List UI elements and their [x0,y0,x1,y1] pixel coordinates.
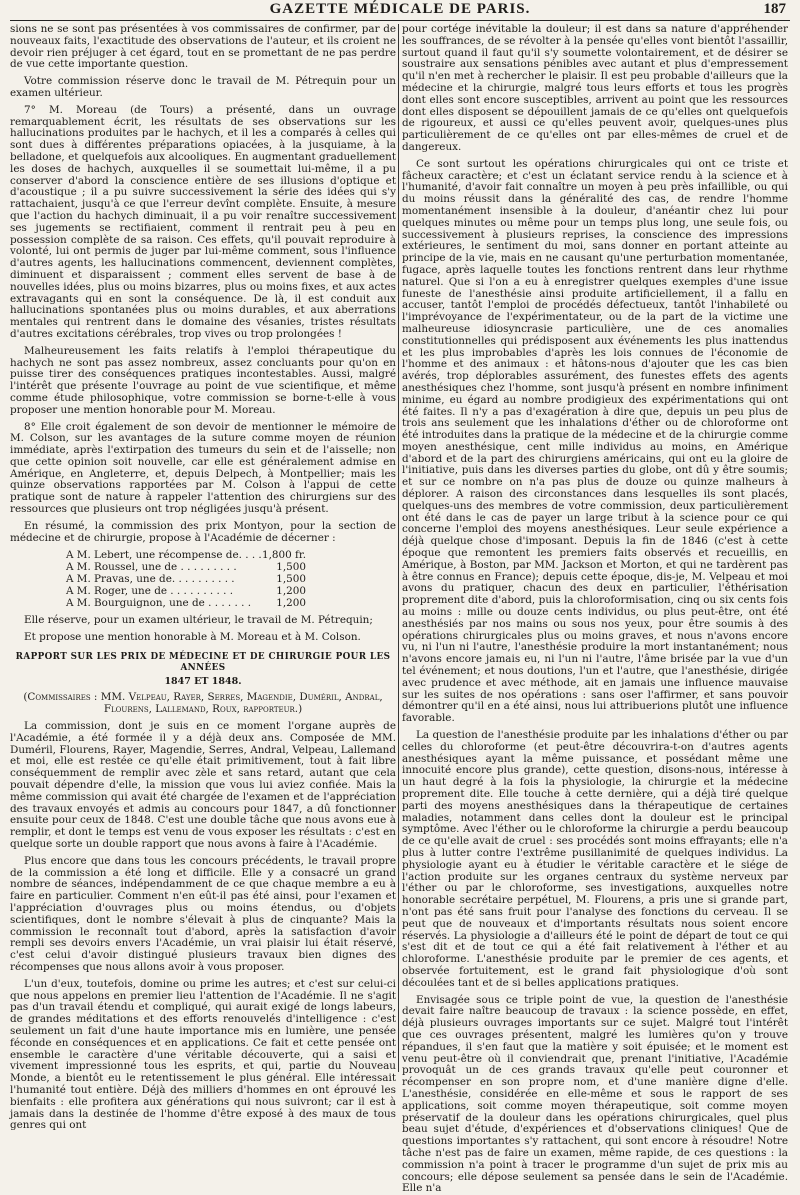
award-row [10,573,396,585]
paragraph: Et propose une mention honorable à M. Moreau et à M. Colson. [24,631,361,644]
page-number: 187 [763,1,786,17]
award-amount: 1,500 [276,561,306,574]
paragraph: pour cortége inévitable la douleur; il est dans sa nature d'appréhender les souffrances, de se révolter à la pensée qu'elles vont bientôt l'assaillir, surtout quand il faut qu'il s'y soumette volontairement, et de désirer se soustraire aux sensations pénibles avec autant et plus d'empressement qu'il n'en met à rechercher le plaisir. Il est peu probable d'ailleurs que la médecine et la chirurgie, malgré tous leurs efforts et tous les progrès dont elles sont encore susceptibles, arrivent au point que les ressources dont elles disposent se dépouillent jamais de ce qu'elles ont quelquefois de rigoureux, et aussi ce qu'elles peuvent avoir, quelques-unes plus particulièrement de ce qu'elles ont par elles-mêmes de cruel et de dangereux. [402,23,788,153]
section-heading: RAPPORT SUR LES PRIX DE MÉDECINE ET DE CHIRURGIE POUR LES ANNÉES [15,652,391,674]
paragraph: sions ne se sont pas présentées à vos commissaires de confirmer, par de nouveaux faits, l'exactitude des observations de l'auteur, et ils croient ne devoir rien préjuger à cet égard, tout en se promettant de ne pas perdre de vue cette importante question. [10,23,396,71]
paragraph: 8° Elle croit également de son devoir de mentionner le mémoire de M. Colson, sur les avantages de la suture comme moyen de réunion immédiate, après l'extirpation des tumeurs du sein et de l'aisselle; non que cette opinion soit nouvelle, car elle est généralement admise en Amérique, en Angleterre, et, depuis Delpech, à Montpellier; mais les quinze observations rapportées par M. Colson à l'appui de cette pratique sont de nature à rappeler l'attention des chirurgiens sur des ressources que plusieurs ont trop négligées jusqu'à présent. [10,420,396,516]
right-column [402,23,788,1195]
paragraph: Plus encore que dans tous les concours précédents, le travail propre de la commission a été long et difficile. Elle y a consacré un grand nombre de séances, indépendamment de ce que chaque membre a eu à faire en particulier. Comment n'en eût-il pas été ainsi, pour l'examen et l'appréciation d'ouvrages plus ou moins étendus, ou d'objets scientifiques, dont le nombre s'élevait à plus de cinquante? Mais la commission le reconnaît tout d'abord, après la satisfaction d'avoir rempli ses devoirs envers l'Académie, un vrai plaisir lui était réservé, c'est celui d'avoir distingué plusieurs travaux bien dignes des récompenses que nous allons avoir à vous proposer. [10,854,396,973]
column-rule [398,24,399,1072]
paragraph: Votre commission réserve donc le travail de M. Pétrequin pour un examen ultérieur. [10,75,396,99]
award-row [10,597,396,609]
commissioners-line: (Commissaires : MM. Velpeau, Rayer, Serres, Magendie, Duméril, Andral, Flourens, Lallemand, Roux, rapporteur.) [23,691,383,716]
paragraph: 7° M. Moreau (de Tours) a présenté, dans un ouvrage remarquablement écrit, les résultats de ses observations sur les hallucinations produites par le hachych, et il les a comparés à celles qui sont dues à différentes préparations opiacées, à la jusquiame, à la belladone, et quelquefois aux alcooliques. En augmentant graduellement les doses de hachych, auxquelles il se soumettait lui-même, il a pu conserver d'abord la conscience entière de ses illusions d'optique et d'acoustique ; il a pu suivre successivement la série des idées qui s'y rattachaient, jusqu'à ce que l'erreur devînt complète. Ensuite, à mesure que l'action du hachych diminuait, il a pu voir renaître successivement ses jugements se rectifiaient, comment il rentrait peu à peu en possession complète de sa raison. Ces effets, qu'il pouvait reproduire à volonté, lui ont permis de juger par lui-même comment, sous l'influence d'autres agents, les hallucinations commencent, deviennent complètes, diminuent et disparaissent ; comment elles servent de base à de nouvelles idées, plus ou moins bizarres, plus ou moins fixes, et aux actes extravagants qui en sont la conséquence. De là, il est conduit aux hallucinations spontanées plus ou moins durables, et aux aberrations mentales qui rentrent dans le domaine des vésanies, tristes résultats d'autres excitations cérébrales, trop vives ou trop prolongées ! [10,103,396,340]
award-recipient: A M. Roussel, une de . . . . . . . . . [66,561,237,574]
paragraph: Elle réserve, pour un examen ultérieur, le travail de M. Pétrequin; [24,614,373,627]
running-head: GAZETTE MÉDICALE DE PARIS. [269,1,531,17]
paragraph: Envisagée sous ce triple point de vue, la question de l'anesthésie devait faire naître beaucoup de travaux : la science possède, en effet, déjà plusieurs ouvrages importants sur ce sujet. Malgré tout l'intérêt que ces ouvrages présentent, malgré les lumières qu'on y trouve répandues, il s'en faut que la matière y soit épuisée; et le moment est venu peut-être où il conviendrait que, prenant l'initiative, l'Académie provoquât un de ces grands travaux qu'elle peut couronner et récompenser en son propre nom, et d'une manière digne d'elle. L'anesthésie, considérée en elle-même et sous le rapport de ses applications, soit comme moyen thérapeutique, soit comme moyen préservatif de la douleur dans les opérations chirurgicales, quel plus beau sujet d'étude, d'expériences et d'observations cliniques! Que de questions importantes s'y rattachent, qui sont encore à résoudre! Notre tâche n'est pas de faire un examen, même rapide, de ces questions : la commission n'a point à tracer le programme d'un sujet de prix mis au concours; elle dépose seulement sa pensée dans le sein de l'Académie. Elle n'a [402,993,788,1195]
awards-list [10,549,396,609]
award-recipient: A M. Pravas, une de. . . . . . . . . . [66,573,235,586]
text-columns [10,23,790,1195]
section-heading-years: 1847 ET 1848. [164,676,242,688]
award-recipient: A M. Roger, une de . . . . . . . . . . [66,585,234,598]
award-row [10,585,396,597]
paragraph: L'un d'eux, toutefois, domine ou prime les autres; et c'est sur celui-ci que nous appelons en premier lieu l'attention de l'Académie. Il ne s'agit pas d'un travail étendu et compliqué, qui aurait exigé de longs labeurs, de grandes méditations et des efforts renouvelés d'intelligence : c'est seulement un fait d'une haute importance mis en lumière, une pensée féconde en conséquences et en applications. Ce fait et cette pensée ont ensemble le caractère d'une véritable découverte, qui a saisi et vivement impressionné tous les esprits, et qui, partie du Nouveau Monde, a bientôt eu le retentissement le plus général. Elle intéressait l'humanité tout entière. Déjà des milliers d'hommes en ont éprouvé les bienfaits : elle profitera aux générations qui nous suivront; car il est à jamais dans la destinée de l'homme d'être exposé à des maux de tous genres qui ont [10,977,396,1132]
award-amount: 1,200 [276,585,306,598]
paragraph: Malheureusement les faits relatifs à l'emploi thérapeutique du hachych ne sont pas assez nombreux, assez concluants pour qu'on en puisse tirer des conséquences pratiques incontestables. Aussi, malgré l'intérêt que présente l'ouvrage au point de vue scientifique, et même comme étude philosophique, votre commission se borne-t-elle à vous proposer une mention honorable pour M. Moreau. [10,344,396,416]
paragraph: La question de l'anesthésie produite par les inhalations d'éther ou par celles du chloroforme (et peut-être découvrira-t-on d'autres agents anesthésiques ayant la même puissance, et possédant même une innocuité encore plus grande), cette question, disons-nous, intéresse à un haut degré à la fois la physiologie, la chirurgie et la médecine proprement dite. Elle touche à cette dernière, qui a déjà tiré quelque parti des moyens anesthésiques dans la thérapeutique de certaines maladies, notamment dans celles dont la douleur est le principal symptôme. Avec l'éther ou le chloroforme la chirurgie a perdu beaucoup de ce qu'elle avait de cruel : ses procédés sont moins effrayants; elle n'a plus à lutter contre l'extrême pusillanimité de quelques individus. La physiologie ayant eu à étudier le véritable caractère et le siége de l'action produite sur les organes centraux du système nerveux par l'éther ou par le chloroforme, ses investigations, auxquelles notre honorable secrétaire perpétuel, M. Flourens, a pris une si grande part, n'ont pas été sans fruit pour l'analyse des fonctions du cerveau. Il se peut que de nouveaux et d'importants résultats nous soient encore réservés. La physiologie a d'ailleurs été le point de départ de tout ce qui s'est dit et de tout ce qui a été fait relativement à l'éther et au chloroforme. L'anesthésie produite par le premier de ces agents, et observée fortuitement, est le grand fait physiologique d'où sont découlées tant et de si belles applications pratiques. [402,729,788,989]
award-amount: 1,800 fr. [261,549,306,562]
paragraph: Ce sont surtout les opérations chirurgicales qui ont ce triste et fâcheux caractère; et c'est un éclatant service rendu à la science et à l'humanité, d'avoir fait connaître un moyen à peu près infaillible, ou qui du moins réussit dans la généralité des cas, de rendre l'homme momentanément insensible à la douleur, d'anéantir chez lui pour quelques minutes ou même pour un temps plus long, une seule fois, ou successivement à plusieurs reprises, la conscience des impressions extérieures, le sentiment du moi, sans donner en portant atteinte au principe de la vie, mais en ne causant qu'une perturbation momentanée, fugace, après laquelle toutes les fonctions rentrent dans leur rhythme naturel. Que si l'on a eu à enregistrer quelques exemples d'une issue funeste de l'anesthésie ainsi produite artificiellement, il a fallu en accuser, tantôt l'emploi de procédés défectueux, tantôt l'inhabileté ou l'imprévoyance de l'expérimentateur, ou de la part de la victime une malheureuse idiosyncrasie particulière, une de ces anomalies constitutionnelles qui prédisposent aux événements les plus inattendus et les plus improbables d'après les lois connues de l'économie de l'homme et des animaux : et hâtons-nous d'ajouter que les cas bien avérés, trop déplorables assurément, des funestes effets des agents anesthésiques chez l'homme, sont jusqu'à présent en nombre infiniment minime, eu égard au nombre prodigieux des expérimentations qui ont été faites. Il n'y a pas d'exagération à dire que, depuis un peu plus de trois ans seulement que les inhalations d'éther ou de chloroforme ont été introduites dans la pratique de la médecine et de la chirurgie comme moyen anesthésique, cent mille individus au moins, en Amérique d'abord et de la part des chirurgiens américains, qui ont eu la gloire de l'initiative, puis dans les diverses parties du globe, ont dû y être soumis; et sur ce nombre on n'a pas plus de douze ou quinze malheurs à déplorer. A raison des circonstances dans lesquelles ils sont placés, quelques-uns des membres de votre commission, deux particulièrement ont été dans le cas de payer un large tribut à la science pour ce qui concerne l'emploi des moyens anesthésiques. Leur seule expérience a déjà quelque chose d'imposant. Depuis la fin de 1846 (c'est à cette époque que remontent les premiers faits observés et recueillis, en Amérique, à Boston, par MM. Jackson et Morton, et qui ne tardèrent pas à être connus en France); depuis cette époque, dis-je, M. Velpeau et moi avons du pratiquer, chacun des deux en particulier, l'éthérisation proprement dite d'abord, puis la chloroformisation, cinq ou six cents fois au moins : mille ou douze cents individus, ou plus peut-être, ont été anesthésiés par nos mains ou sous nos yeux, pour être soumis à des opérations chirurgicales plus ou moins graves, et nous n'avons encore vu, ni l'un ni l'autre, l'anesthésie produire la mort instantanément; nous n'avons encore jamais eu, ni l'un ni l'autre, l'âme brisée par la vue d'un tel événement; et nous doutions, l'un et l'autre, que l'anesthésie, dirigée avec prudence et avec méthode, ait en jamais une influence mauvaise sur les suites de nos opérations : sans oser l'affirmer, et sans pouvoir démontrer qu'il en a été ainsi, nous lui attribuerions plutôt une influence favorable. [402,157,788,725]
left-column [10,23,396,1132]
award-recipient: A M. Lebert, une récompense de. . . . [66,549,262,562]
award-amount: 1,200 [276,597,306,610]
award-row [10,549,396,561]
paragraph: La commission, dont je suis en ce moment l'organe auprès de l'Académie, a été formée il y a déjà deux ans. Composée de MM. Duméril, Flourens, Rayer, Magendie, Serres, Andral, Velpeau, Lallemand et moi, elle est restée ce qu'elle était primitivement, tout à fait libre conséquemment de remplir avec zèle et sans retard, autant que cela pouvait dépendre d'elle, la mission que vous lui aviez confiée. Mais la même commission qui avait été chargée de l'examen et de l'appréciation des travaux envoyés et admis au concours pour 1847, a dû fonctionner ensuite pour ceux de 1848. C'est une double tâche que nous avons eue à remplir, et dont le temps est venu de vous exposer les résultats : c'est en quelque sorte un double rapport que nous avons à faire à l'Académie. [10,720,396,851]
page-header [10,0,790,21]
award-recipient: A M. Bourguignon, une de . . . . . . . [66,597,252,610]
paragraph: En résumé, la commission des prix Montyon, pour la section de médecine et de chirurgie, propose à l'Académie de décerner : [10,519,396,544]
award-amount: 1,500 [276,573,306,586]
award-row [10,561,396,573]
